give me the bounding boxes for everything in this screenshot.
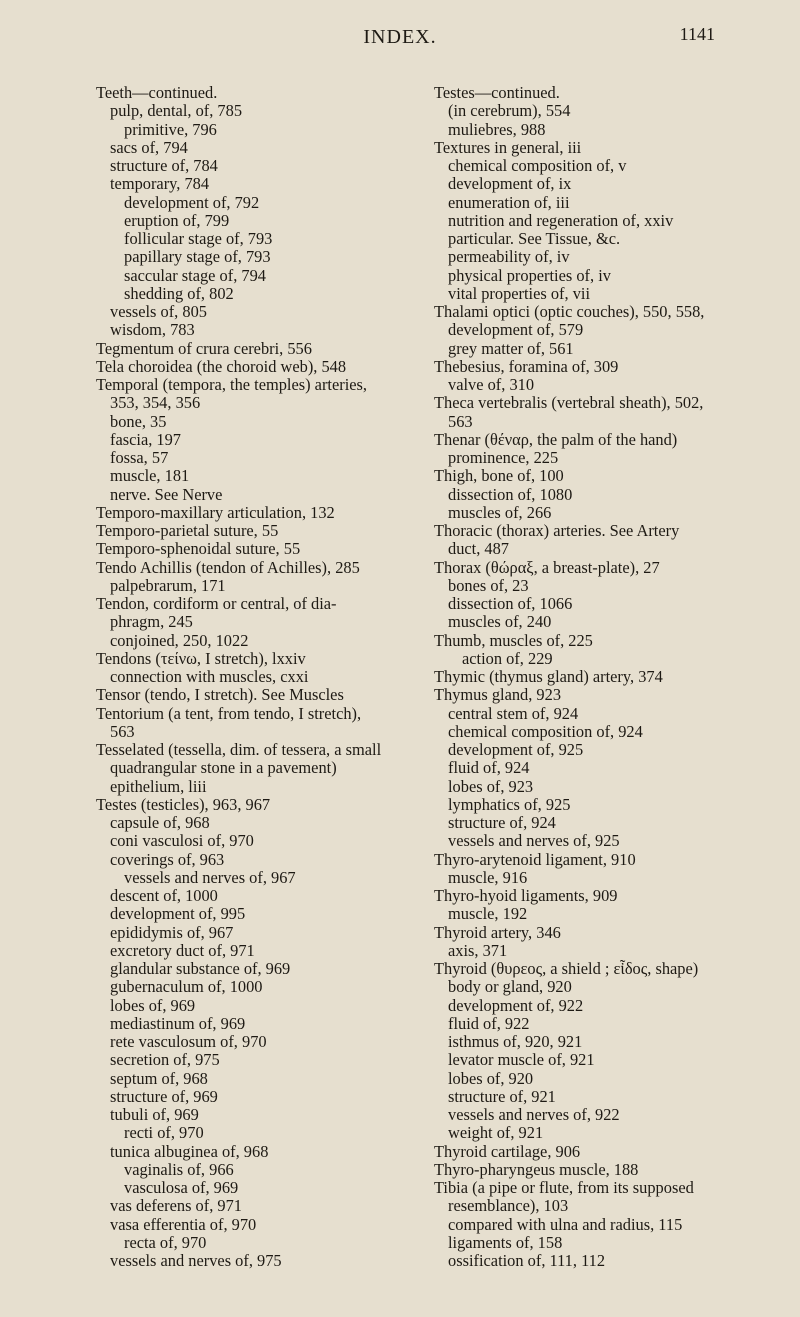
index-entry: muscle, 192 xyxy=(448,904,528,924)
index-entry: connection with muscles, cxxi xyxy=(110,667,309,686)
index-entry: quadrangular stone in a pavement) xyxy=(110,758,337,778)
index-entry: primitive, 796 xyxy=(124,119,217,139)
index-entry: tubuli of, 969 xyxy=(110,1105,199,1124)
index-entry: Thyro-arytenoid ligament, 910 xyxy=(434,849,636,869)
index-entry: Thorax (θώραξ, a breast-plate), 27 xyxy=(434,557,660,577)
index-entry: weight of, 921 xyxy=(448,1123,544,1143)
index-entry: Tendo Achillis (tendon of Achilles), 285 xyxy=(96,557,360,577)
index-entry: duct, 487 xyxy=(448,539,510,559)
index-entry: shedding of, 802 xyxy=(124,283,234,303)
index-entry: vaginalis of, 966 xyxy=(124,1159,234,1179)
index-entry: Tegmentum of crura cerebri, 556 xyxy=(96,338,312,358)
index-column-right xyxy=(434,84,794,1270)
index-entry: Thymus gland, 923 xyxy=(434,685,562,705)
index-entry: conjoined, 250, 1022 xyxy=(110,630,249,650)
index-entry: Tensor (tendo, I stretch). See Muscles xyxy=(96,685,344,705)
page-number: 1141 xyxy=(679,24,715,44)
index-entry: vital properties of, vii xyxy=(448,283,591,303)
index-entry: Testes—continued. xyxy=(434,83,560,102)
index-entry: saccular stage of, 794 xyxy=(124,265,266,285)
index-entry: glandular substance of, 969 xyxy=(110,959,291,978)
index-entry: muscles of, 266 xyxy=(448,502,552,522)
index-entry: physical properties of, iv xyxy=(448,265,611,285)
index-entry: ligaments of, 158 xyxy=(448,1232,563,1252)
index-entry: epithelium, liii xyxy=(110,776,207,796)
index-entry: Temporo-sphenoidal suture, 55 xyxy=(96,539,301,559)
index-entry: Temporal (tempora, the temples) arteries, xyxy=(96,375,368,394)
index-entry: rete vasculosum of, 970 xyxy=(110,1032,267,1051)
index-entry: Thoracic (thorax) arteries. See Artery xyxy=(434,521,680,540)
index-entry: action of, 229 xyxy=(462,648,553,668)
index-entry: sacs of, 794 xyxy=(110,137,188,157)
index-entry: Tentorium (a tent, from tendo, I stretch), xyxy=(96,703,362,723)
index-entry: nerve. See Nerve xyxy=(110,484,223,504)
index-entry: development of, 925 xyxy=(448,740,584,759)
index-entry: Thyroid artery, 346 xyxy=(434,922,561,942)
index-entry: lobes of, 920 xyxy=(448,1068,534,1088)
index-entry: Thenar (θέναρ, the palm of the hand) xyxy=(434,429,678,449)
index-entry: 563 xyxy=(448,411,473,431)
index-entry: papillary stage of, 793 xyxy=(124,247,271,267)
index-entry: development of, 922 xyxy=(448,995,584,1015)
page-header xyxy=(0,20,800,50)
index-entry: Thyroid cartilage, 906 xyxy=(434,1141,581,1161)
index-entry: fossa, 57 xyxy=(110,448,169,467)
index-entry: lymphatics of, 925 xyxy=(448,794,571,814)
index-entry: compared with ulna and radius, 115 xyxy=(448,1214,683,1234)
index-entry: wisdom, 783 xyxy=(110,320,195,340)
index-entry: Tendons (τείνω, I stretch), lxxiv xyxy=(96,648,306,668)
index-entry: 353, 354, 356 xyxy=(110,393,201,413)
index-entry: gubernaculum of, 1000 xyxy=(110,977,263,997)
index-entry: coverings of, 963 xyxy=(110,849,225,869)
index-entry: coni vasculosi of, 970 xyxy=(110,831,254,851)
index-entry: capsule of, 968 xyxy=(110,813,210,832)
index-entry: resemblance), 103 xyxy=(448,1196,569,1216)
index-entry: structure of, 969 xyxy=(110,1086,218,1106)
index-entry: epididymis of, 967 xyxy=(110,922,234,942)
index-entry: vasa efferentia of, 970 xyxy=(110,1214,257,1234)
index-entry: vasculosa of, 969 xyxy=(124,1178,239,1197)
index-entry: fascia, 197 xyxy=(110,429,181,449)
index-entry: mediastinum of, 969 xyxy=(110,1013,246,1033)
index-entry: particular. See Tissue, &c. xyxy=(448,229,621,248)
index-entry: Textures in general, iii xyxy=(434,137,582,157)
index-entry: muscles of, 240 xyxy=(448,612,552,632)
index-entry: descent of, 1000 xyxy=(110,886,218,905)
index-entry: Thyro-hyoid ligaments, 909 xyxy=(434,886,618,905)
index-entry: development of, 995 xyxy=(110,904,246,924)
index-entry: vessels of, 805 xyxy=(110,302,207,321)
index-entry: Tesselated (tessella, dim. of tessera, a small xyxy=(96,740,382,759)
index-entry: structure of, 784 xyxy=(110,156,218,175)
index-entry: vessels and nerves of, 925 xyxy=(448,831,620,851)
index-entry: lobes of, 969 xyxy=(110,995,196,1015)
index-entry: Theca vertebralis (vertebral sheath), 502, xyxy=(434,393,704,413)
index-entry: Testes (testicles), 963, 967 xyxy=(96,794,271,814)
index-entry: recta of, 970 xyxy=(124,1232,207,1252)
index-entry: Thymic (thymus gland) artery, 374 xyxy=(434,667,663,686)
index-entry: bone, 35 xyxy=(110,411,167,431)
index-entry: temporary, 784 xyxy=(110,174,210,194)
index-entry: chemical composition of, v xyxy=(448,156,627,175)
index-entry: palpebrarum, 171 xyxy=(110,575,226,595)
index-entry: development of, ix xyxy=(448,174,572,194)
index-entry: Thumb, muscles of, 225 xyxy=(434,630,593,650)
index-entry: Thalami optici (optic couches), 550, 558, xyxy=(434,302,705,321)
index-entry: Thebesius, foramina of, 309 xyxy=(434,356,619,376)
index-entry: Tendon, cordiform or central, of dia- xyxy=(96,594,337,613)
index-entry: Tela choroidea (the choroid web), 548 xyxy=(96,356,347,376)
index-entry: central stem of, 924 xyxy=(448,703,579,723)
index-entry: fluid of, 924 xyxy=(448,758,530,778)
index-entry: Tibia (a pipe or flute, from its supposed xyxy=(434,1178,694,1197)
index-entry: levator muscle of, 921 xyxy=(448,1050,595,1070)
index-entry: eruption of, 799 xyxy=(124,210,230,230)
index-column-left xyxy=(96,84,456,1270)
index-entry: pulp, dental, of, 785 xyxy=(110,101,243,121)
index-entry: Temporo-maxillary articulation, 132 xyxy=(96,502,335,522)
index-entry: axis, 371 xyxy=(448,940,508,960)
index-entry: dissection of, 1080 xyxy=(448,484,573,504)
index-entry: dissection of, 1066 xyxy=(448,594,573,613)
index-entry: chemical composition of, 924 xyxy=(448,721,643,741)
index-entry: body or gland, 920 xyxy=(448,977,572,997)
index-entry: 563 xyxy=(110,721,135,741)
index-entry: ossification of, 111, 112 xyxy=(448,1251,606,1270)
index-entry: Teeth—continued. xyxy=(96,83,218,102)
index-entry: isthmus of, 920, 921 xyxy=(448,1032,583,1051)
page-title: INDEX. xyxy=(363,26,437,48)
index-entry: muscle, 916 xyxy=(448,867,528,887)
index-entry: vessels and nerves of, 922 xyxy=(448,1105,620,1124)
index-entry: structure of, 924 xyxy=(448,813,556,832)
index-entry: fluid of, 922 xyxy=(448,1013,530,1033)
index-entry: prominence, 225 xyxy=(448,448,559,467)
index-entry: muliebres, 988 xyxy=(448,119,546,139)
index-entry: excretory duct of, 971 xyxy=(110,940,255,960)
index-entry: vessels and nerves of, 975 xyxy=(110,1251,282,1270)
index-entry: recti of, 970 xyxy=(124,1123,204,1143)
index-entry: nutrition and regeneration of, xxiv xyxy=(448,210,674,230)
index-entry: vas deferens of, 971 xyxy=(110,1196,242,1216)
index-entry: development of, 579 xyxy=(448,320,584,340)
index-entry: Thyro-pharyngeus muscle, 188 xyxy=(434,1159,639,1179)
index-entry: development of, 792 xyxy=(124,192,260,212)
index-entry: Thigh, bone of, 100 xyxy=(434,466,564,486)
index-entry: septum of, 968 xyxy=(110,1068,208,1088)
index-entry: vessels and nerves of, 967 xyxy=(124,867,296,887)
index-entry: secretion of, 975 xyxy=(110,1050,220,1070)
index-entry: (in cerebrum), 554 xyxy=(448,101,571,121)
index-entry: tunica albuginea of, 968 xyxy=(110,1141,269,1161)
index-entry: structure of, 921 xyxy=(448,1086,556,1106)
index-entry: follicular stage of, 793 xyxy=(124,229,273,248)
index-entry: bones of, 23 xyxy=(448,575,529,595)
index-entry: lobes of, 923 xyxy=(448,776,534,796)
index-entry: grey matter of, 561 xyxy=(448,338,574,358)
index-entry: phragm, 245 xyxy=(110,612,193,632)
index-entry: permeability of, iv xyxy=(448,247,570,267)
index-entry: valve of, 310 xyxy=(448,375,535,394)
index-entry: Thyroid (θυρεος, a shield ; εἶδος, shape) xyxy=(434,959,699,978)
index-entry: muscle, 181 xyxy=(110,466,190,486)
index-entry: enumeration of, iii xyxy=(448,192,570,212)
index-entry: Temporo-parietal suture, 55 xyxy=(96,521,279,540)
